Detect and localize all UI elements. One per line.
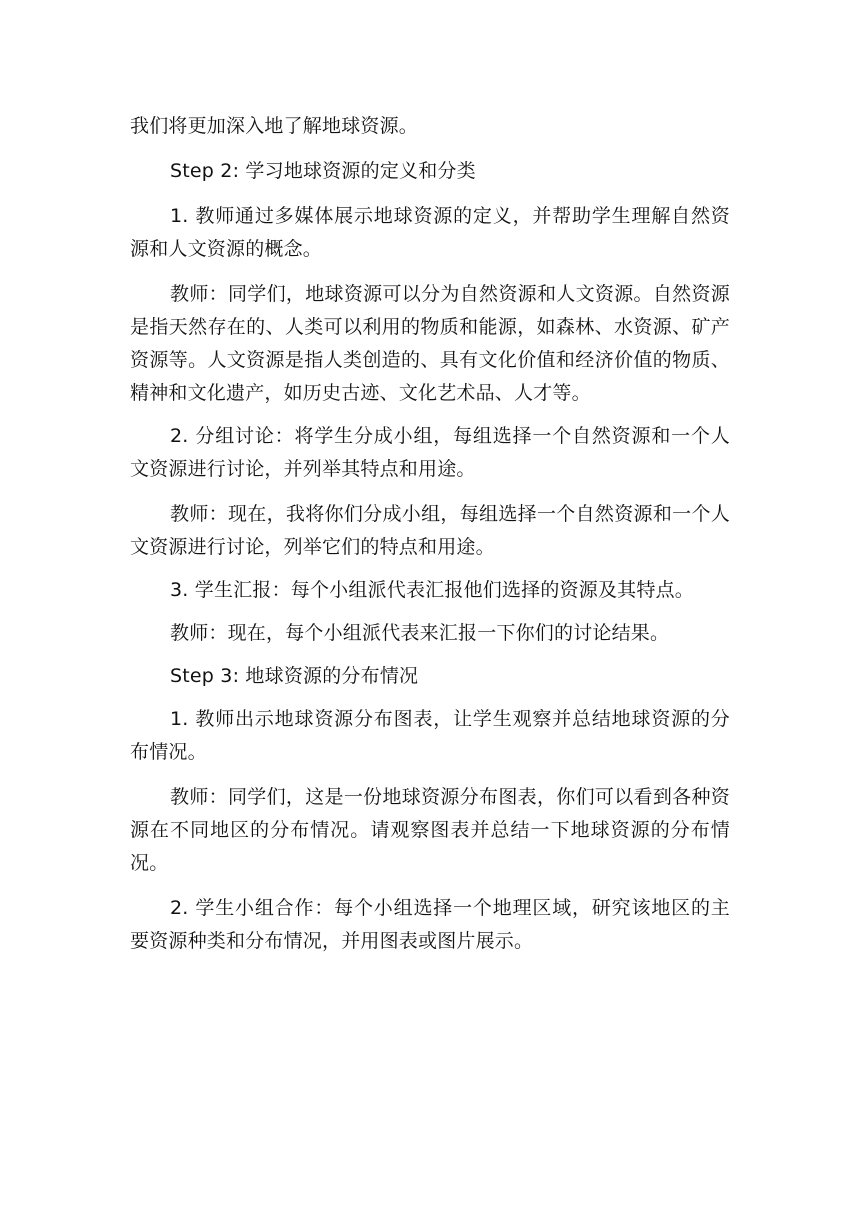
paragraph-teacher-definition: 教师：同学们，地球资源可以分为自然资源和人文资源。自然资源是指天然存在的、人类可以利用的物质和能源，如森林、水资源、矿产资源等。人文资源是指人类创造的、具有文化价值和经济价值的物质、精神和文化遗产，如历史古迹、文化艺术品、人才等。 — [130, 283, 730, 404]
paragraph-step3-item2: 2. 学生小组合作：每个小组选择一个地理区域，研究该地区的主要资源种类和分布情况，并用图表或图片展示。 — [130, 897, 730, 952]
paragraph-teacher-report: 教师：现在，每个小组派代表来汇报一下你们的讨论结果。 — [170, 622, 670, 644]
paragraph-intro-continuation: 我们将更加深入地了解地球资源。 — [130, 115, 419, 137]
paragraph-step3-item1: 1. 教师出示地球资源分布图表，让学生观察并总结地球资源的分布情况。 — [130, 708, 730, 763]
paragraph-teacher-distribution: 教师：同学们，这是一份地球资源分布图表，你们可以看到各种资源在不同地区的分布情况。请观察图表并总结一下地球资源的分布情况。 — [130, 786, 730, 874]
heading-step-2: Step 2: 学习地球资源的定义和分类 — [170, 160, 476, 182]
paragraph-step2-item2: 2. 分组讨论：将学生分成小组，每组选择一个自然资源和一个人文资源进行讨论，并列举其特点和用途。 — [130, 425, 730, 480]
paragraph-step2-item3: 3. 学生汇报：每个小组派代表汇报他们选择的资源及其特点。 — [170, 579, 694, 601]
paragraph-teacher-grouping: 教师：现在，我将你们分成小组，每组选择一个自然资源和一个人文资源进行讨论，列举它们的特点和用途。 — [130, 503, 730, 558]
paragraph-step2-item1: 1. 教师通过多媒体展示地球资源的定义，并帮助学生理解自然资源和人文资源的概念。 — [130, 205, 730, 260]
document-page — [130, 110, 730, 958]
heading-step-3: Step 3: 地球资源的分布情况 — [170, 665, 419, 687]
